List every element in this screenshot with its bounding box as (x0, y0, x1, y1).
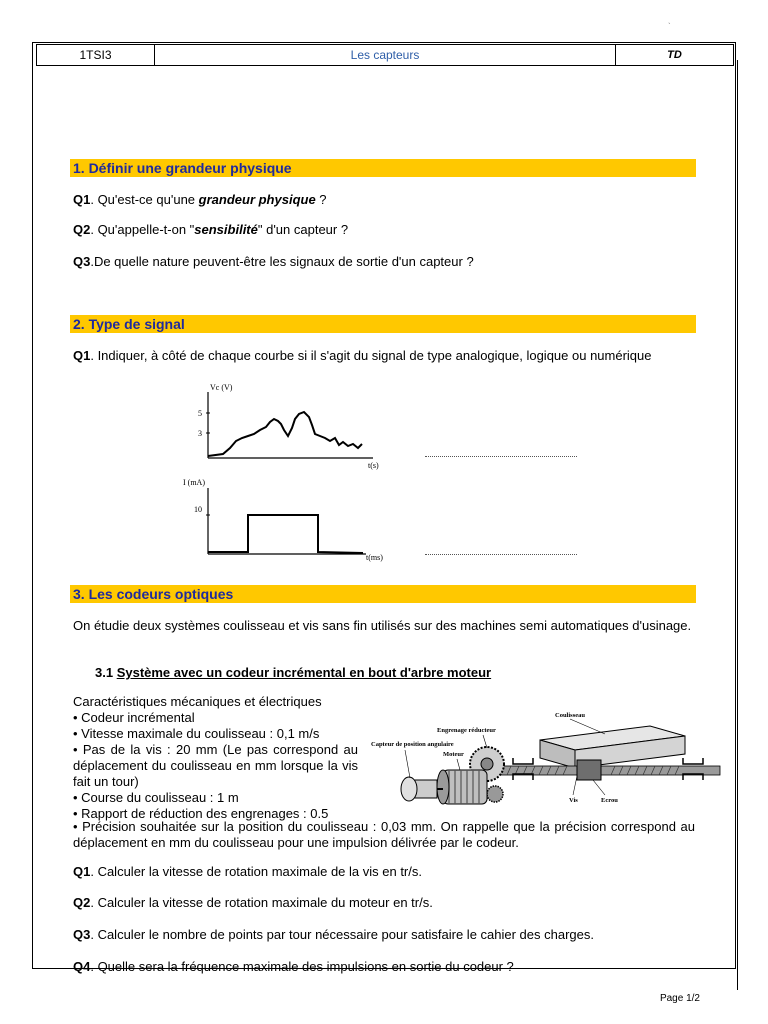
class-code: 1TSI3 (37, 45, 155, 65)
analog-graph (198, 383, 379, 470)
section-1-title: 1. Définir une grandeur physique (70, 159, 696, 177)
graph2-ylabel: I (mA) (183, 478, 205, 487)
pinion-gear (487, 786, 503, 802)
s3-question-3: Q3. Calculer le nombre de points par tour nécessaire pour satisfaire le cahier des charges. (73, 927, 594, 942)
graph2-xlabel: t(ms) (366, 553, 383, 562)
label-vis: Vis (569, 797, 578, 804)
label-moteur: Moteur (443, 751, 464, 758)
s2-question-1: Q1. Indiquer, à côté de chaque courbe si il s'agit du signal de type analogique, logique ou numérique (73, 348, 652, 363)
margin-line (737, 60, 738, 990)
section-2-title: 2. Type de signal (70, 315, 696, 333)
label-coulisseau: Coulisseau (555, 712, 585, 719)
spec-item: • Vitesse maximale du coulisseau : 0,1 m/s (73, 726, 320, 741)
page-number: Page 1/2 (659, 993, 700, 1004)
label-capteur: Capteur de position angulaire (371, 741, 454, 748)
graph1-tick: 5 (198, 409, 202, 418)
header-table (36, 44, 734, 66)
specs-heading: Caractéristiques mécaniques et électriques (73, 694, 322, 709)
spec-item: • Rapport de réduction des engrenages : 0.5 (73, 806, 329, 821)
spec-item: • Codeur incrémental (73, 710, 195, 725)
document-title: Les capteurs (350, 48, 420, 62)
logic-signal-curve (208, 515, 363, 553)
graph1-ylabel: Vc (V) (210, 383, 233, 392)
s3-question-4: Q4. Quelle sera la fréquence maximale des impulsions en sortie du codeur ? (73, 959, 514, 974)
document-type: TD (615, 45, 733, 65)
motor (437, 770, 487, 804)
graph1-tick: 3 (198, 429, 202, 438)
spec-item: • Course du coulisseau : 1 m (73, 790, 239, 805)
label-ecrou: Ecrou (601, 797, 618, 804)
label-engrenage: Engrenage réducteur (437, 727, 496, 734)
nut (577, 760, 601, 780)
answer-line-1 (425, 456, 577, 457)
corner-mark: ` (668, 22, 671, 31)
s1-question-1: Q1. Qu'est-ce qu'une grandeur physique ? (73, 192, 327, 207)
slide-block (540, 726, 685, 768)
precision-spec: • Précision souhaitée sur la position du coulisseau : 0,03 mm. On rappelle que la précision correspond au déplacement en mm du coulisseau pour une impulsion délivrée par le codeur. (73, 819, 695, 850)
specifications-list (73, 694, 358, 822)
analog-signal-curve (208, 412, 362, 456)
angular-encoder (401, 777, 443, 801)
s3-question-2: Q2. Calculer la vitesse de rotation maximale du moteur en tr/s. (73, 895, 433, 910)
graph1-xlabel: t(s) (368, 461, 379, 470)
slide-screw-figure (365, 708, 730, 813)
logic-graph (183, 478, 383, 562)
s1-question-2: Q2. Qu'appelle-t-on "sensibilité" d'un capteur ? (73, 222, 349, 237)
spec-item: • Pas de la vis : 20 mm (Le pas correspond au déplacement du coulisseau en mm lorsque la vis fait un tour) (73, 742, 358, 789)
graph2-tick: 10 (194, 505, 202, 514)
s1-question-3: Q3.De quelle nature peuvent-être les signaux de sortie d'un capteur ? (73, 254, 474, 269)
signal-graphs (178, 378, 418, 568)
section-3-title: 3. Les codeurs optiques (70, 585, 696, 603)
answer-line-2 (425, 554, 577, 555)
s3-intro: On étudie deux systèmes coulisseau et vis sans fin utilisés sur des machines semi automatiques d'usinage. (73, 618, 692, 633)
subsection-3-1-title: 3.1 Système avec un codeur incrémental en bout d'arbre moteur (95, 665, 492, 680)
s3-question-1: Q1. Calculer la vitesse de rotation maximale de la vis en tr/s. (73, 864, 422, 879)
